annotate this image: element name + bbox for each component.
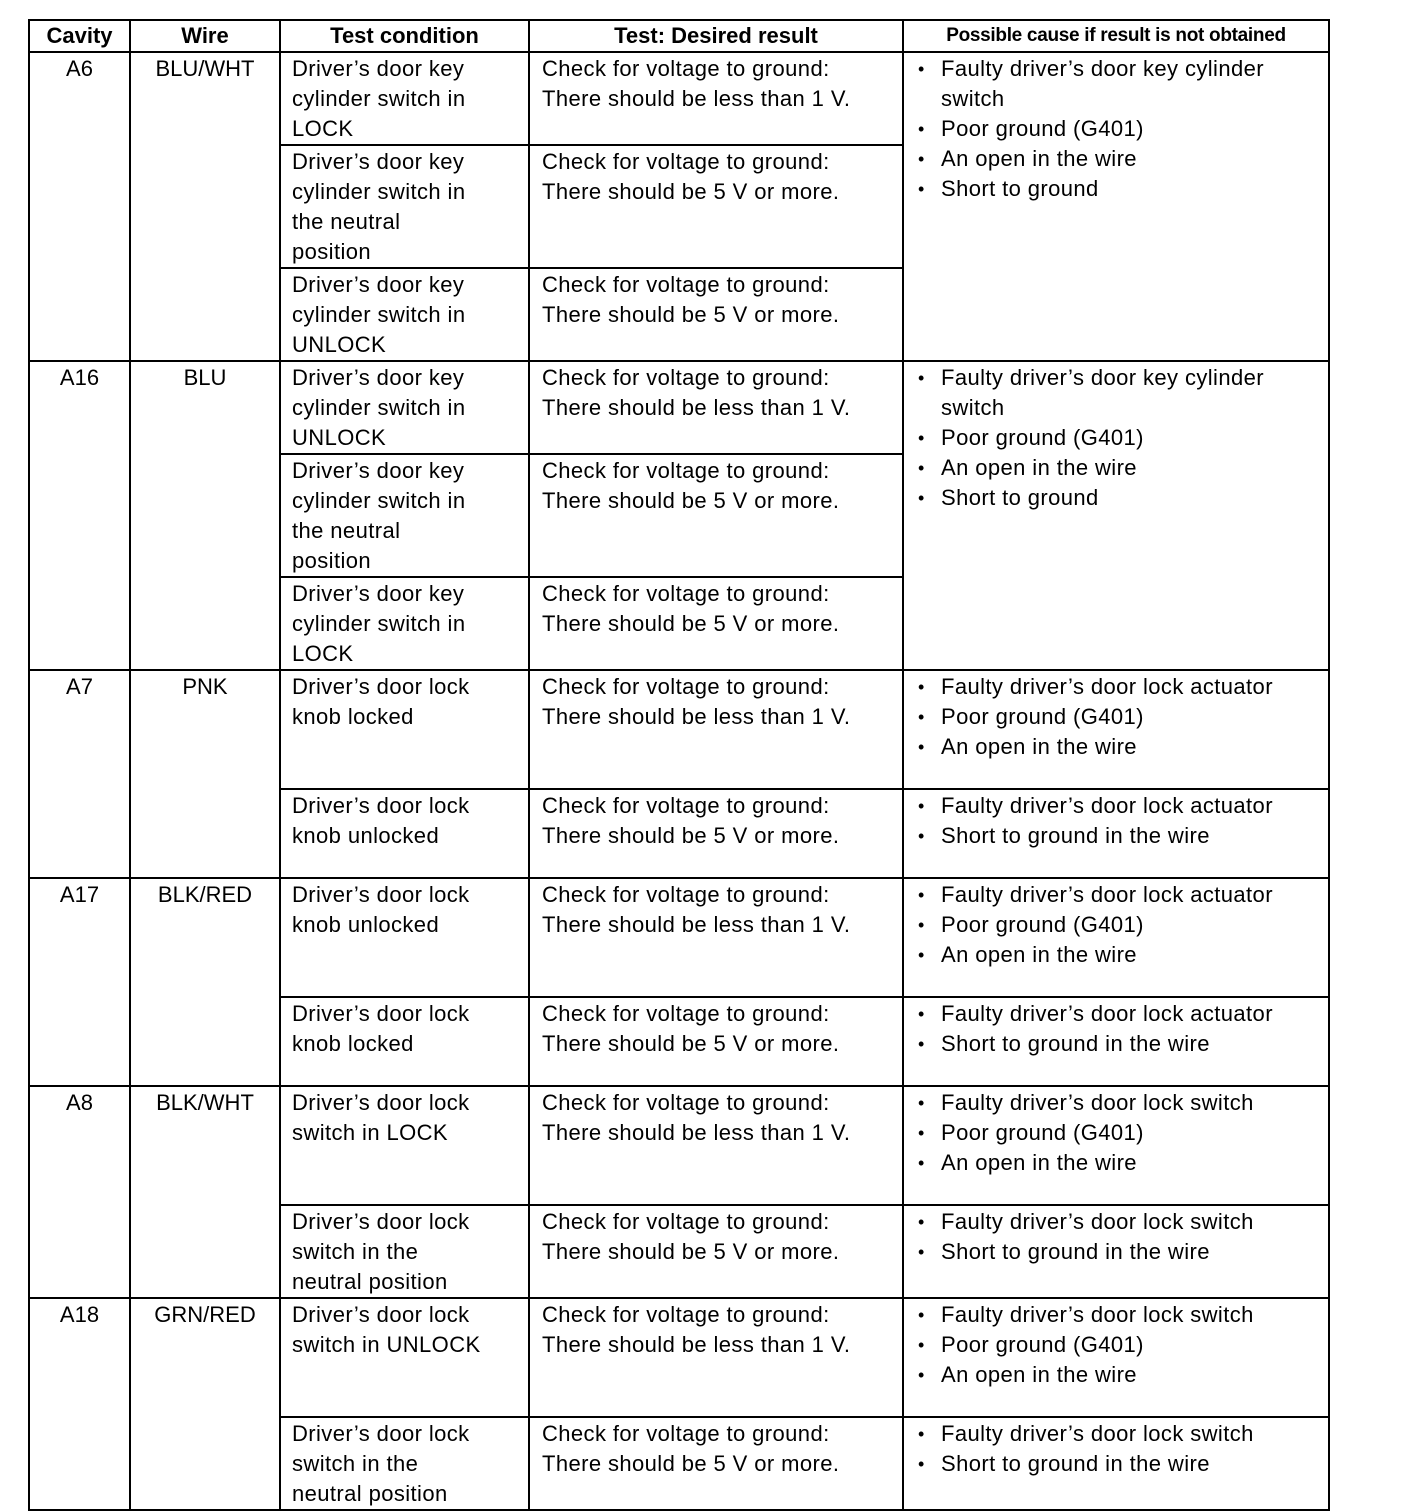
test-condition-line: Driver’s door lock <box>292 882 470 907</box>
wire-cell: BLK/WHT <box>130 1086 280 1298</box>
desired-result-cell <box>529 1086 903 1205</box>
test-condition-cell <box>280 878 529 997</box>
cavity-cell: A18 <box>29 1298 130 1510</box>
test-condition-line: switch in the <box>292 1239 419 1264</box>
desired-result-cell <box>529 268 903 361</box>
desired-result-line: There should be 5 V or more. <box>542 1031 840 1056</box>
wire-cell: GRN/RED <box>130 1298 280 1510</box>
cause-item: • Faulty driver’s door lock actuator <box>916 880 1324 910</box>
test-condition-line: neutral position <box>292 1269 448 1294</box>
test-condition-line: cylinder switch in <box>292 395 466 420</box>
header-wire: Wire <box>130 20 280 52</box>
cause-item: • Faulty driver’s door key cylinder switch <box>916 54 1324 114</box>
test-condition-line: position <box>292 548 372 573</box>
test-condition-cell <box>280 789 529 878</box>
desired-result-line: There should be less than 1 V. <box>542 912 851 937</box>
cause-item: • Faulty driver’s door lock actuator <box>916 999 1324 1029</box>
test-condition-cell <box>280 670 529 789</box>
test-condition-line: knob locked <box>292 1031 414 1056</box>
cavity-cell: A16 <box>29 361 130 670</box>
cause-item: • Faulty driver’s door lock switch <box>916 1419 1324 1449</box>
cause-item: • An open in the wire <box>916 453 1324 483</box>
test-condition-line: Driver’s door lock <box>292 1421 470 1446</box>
test-condition-cell <box>280 1086 529 1205</box>
cause-list <box>916 1207 1324 1267</box>
desired-result-line: There should be 5 V or more. <box>542 179 840 204</box>
desired-result-line: There should be less than 1 V. <box>542 704 851 729</box>
cause-item: • Poor ground (G401) <box>916 910 1324 940</box>
test-condition-line: Driver’s door key <box>292 56 465 81</box>
desired-result-cell <box>529 454 903 577</box>
test-condition-line: switch in LOCK <box>292 1120 448 1145</box>
cause-item: • Faulty driver’s door lock actuator <box>916 791 1324 821</box>
desired-result-line: There should be 5 V or more. <box>542 1451 840 1476</box>
desired-result-line: There should be less than 1 V. <box>542 395 851 420</box>
desired-result-line: Check for voltage to ground: <box>542 1209 830 1234</box>
cause-item: • An open in the wire <box>916 940 1324 970</box>
cause-list <box>916 54 1324 204</box>
desired-result-cell <box>529 361 903 454</box>
cause-list <box>916 1419 1324 1479</box>
desired-result-line: There should be 5 V or more. <box>542 611 840 636</box>
desired-result-line: There should be 5 V or more. <box>542 823 840 848</box>
desired-result-line: There should be less than 1 V. <box>542 1120 851 1145</box>
cause-item: • Short to ground in the wire <box>916 821 1324 851</box>
test-condition-cell <box>280 454 529 577</box>
table-row <box>29 361 1329 454</box>
test-condition-cell <box>280 268 529 361</box>
test-condition-line: Driver’s door lock <box>292 674 470 699</box>
test-condition-cell <box>280 1417 529 1510</box>
test-condition-cell <box>280 145 529 268</box>
desired-result-line: There should be 5 V or more. <box>542 302 840 327</box>
test-condition-line: Driver’s door key <box>292 365 465 390</box>
cause-item: • Faulty driver’s door lock switch <box>916 1088 1324 1118</box>
desired-result-cell <box>529 52 903 145</box>
wire-cell: BLU/WHT <box>130 52 280 361</box>
test-condition-line: switch in UNLOCK <box>292 1332 481 1357</box>
possible-cause-cell <box>903 878 1329 997</box>
desired-result-cell <box>529 577 903 670</box>
test-condition-line: neutral position <box>292 1481 448 1506</box>
test-condition-cell <box>280 997 529 1086</box>
test-condition-line: switch in the <box>292 1451 419 1476</box>
test-condition-line: cylinder switch in <box>292 302 466 327</box>
desired-result-cell <box>529 1298 903 1417</box>
desired-result-cell <box>529 1417 903 1510</box>
test-condition-line: the neutral <box>292 518 401 543</box>
cavity-cell: A8 <box>29 1086 130 1298</box>
test-condition-line: Driver’s door lock <box>292 1001 470 1026</box>
test-condition-line: LOCK <box>292 641 354 666</box>
wire-cell: BLK/RED <box>130 878 280 1086</box>
test-condition-line: cylinder switch in <box>292 86 466 111</box>
desired-result-line: There should be 5 V or more. <box>542 488 840 513</box>
wire-cell: PNK <box>130 670 280 878</box>
test-condition-line: Driver’s door lock <box>292 1209 470 1234</box>
cause-item: • An open in the wire <box>916 732 1324 762</box>
test-condition-line: UNLOCK <box>292 332 387 357</box>
test-condition-line: position <box>292 239 372 264</box>
desired-result-cell <box>529 1205 903 1298</box>
test-condition-cell <box>280 1205 529 1298</box>
cause-item: • An open in the wire <box>916 144 1324 174</box>
possible-cause-cell <box>903 1298 1329 1417</box>
cause-item: • Poor ground (G401) <box>916 1330 1324 1360</box>
test-condition-cell <box>280 1298 529 1417</box>
test-condition-line: Driver’s door key <box>292 458 465 483</box>
desired-result-line: Check for voltage to ground: <box>542 674 830 699</box>
desired-result-line: Check for voltage to ground: <box>542 1421 830 1446</box>
test-condition-line: cylinder switch in <box>292 611 466 636</box>
desired-result-line: Check for voltage to ground: <box>542 149 830 174</box>
header-test-condition: Test condition <box>280 20 529 52</box>
test-condition-line: knob locked <box>292 704 414 729</box>
test-condition-cell <box>280 361 529 454</box>
cause-item: • Poor ground (G401) <box>916 702 1324 732</box>
table-body <box>29 52 1329 1510</box>
cause-list <box>916 791 1324 851</box>
test-condition-line: UNLOCK <box>292 425 387 450</box>
desired-result-line: Check for voltage to ground: <box>542 1302 830 1327</box>
troubleshooting-sheet <box>28 19 1328 1511</box>
table-row <box>29 1086 1329 1205</box>
desired-result-line: Check for voltage to ground: <box>542 1001 830 1026</box>
desired-result-cell <box>529 670 903 789</box>
cause-item: • An open in the wire <box>916 1148 1324 1178</box>
desired-result-line: Check for voltage to ground: <box>542 272 830 297</box>
cause-list <box>916 672 1324 762</box>
cavity-cell: A7 <box>29 670 130 878</box>
desired-result-line: Check for voltage to ground: <box>542 365 830 390</box>
possible-cause-cell <box>903 1086 1329 1205</box>
cause-list <box>916 1300 1324 1390</box>
desired-result-line: Check for voltage to ground: <box>542 1090 830 1115</box>
test-condition-line: Driver’s door lock <box>292 1090 470 1115</box>
desired-result-cell <box>529 789 903 878</box>
cause-list <box>916 363 1324 513</box>
cause-item: • Faulty driver’s door key cylinder switch <box>916 363 1324 423</box>
table-row <box>29 52 1329 145</box>
test-condition-line: Driver’s door key <box>292 272 465 297</box>
desired-result-cell <box>529 878 903 997</box>
cause-item: • Short to ground in the wire <box>916 1029 1324 1059</box>
cause-item: • Short to ground in the wire <box>916 1449 1324 1479</box>
cavity-cell: A17 <box>29 878 130 1086</box>
cause-item: • Short to ground in the wire <box>916 1237 1324 1267</box>
test-condition-cell <box>280 577 529 670</box>
desired-result-cell <box>529 997 903 1086</box>
test-condition-cell <box>280 52 529 145</box>
table-row <box>29 1298 1329 1417</box>
cause-item: • Poor ground (G401) <box>916 114 1324 144</box>
possible-cause-cell <box>903 1205 1329 1298</box>
cause-item: • Poor ground (G401) <box>916 423 1324 453</box>
test-condition-line: knob unlocked <box>292 912 440 937</box>
cause-item: • Faulty driver’s door lock switch <box>916 1300 1324 1330</box>
test-condition-line: LOCK <box>292 116 354 141</box>
desired-result-line: Check for voltage to ground: <box>542 882 830 907</box>
test-condition-line: the neutral <box>292 209 401 234</box>
test-condition-line: Driver’s door lock <box>292 793 470 818</box>
desired-result-line: Check for voltage to ground: <box>542 56 830 81</box>
possible-cause-cell <box>903 52 1329 361</box>
desired-result-line: Check for voltage to ground: <box>542 793 830 818</box>
header-desired-result: Test: Desired result <box>529 20 903 52</box>
desired-result-line: Check for voltage to ground: <box>542 581 830 606</box>
desired-result-line: There should be 5 V or more. <box>542 1239 840 1264</box>
header-cavity: Cavity <box>29 20 130 52</box>
table-header-row <box>29 20 1329 52</box>
test-condition-line: Driver’s door lock <box>292 1302 470 1327</box>
possible-cause-cell <box>903 361 1329 670</box>
test-condition-line: Driver’s door key <box>292 581 465 606</box>
wire-cell: BLU <box>130 361 280 670</box>
door-lock-test-table <box>28 19 1330 1511</box>
header-possible-cause: Possible cause if result is not obtained <box>903 20 1329 52</box>
cause-item: • Faulty driver’s door lock switch <box>916 1207 1324 1237</box>
cause-item: • Short to ground <box>916 483 1324 513</box>
possible-cause-cell <box>903 997 1329 1086</box>
cause-list <box>916 880 1324 970</box>
cause-list <box>916 999 1324 1059</box>
cause-item: • An open in the wire <box>916 1360 1324 1390</box>
cause-item: • Faulty driver’s door lock actuator <box>916 672 1324 702</box>
possible-cause-cell <box>903 789 1329 878</box>
desired-result-line: There should be less than 1 V. <box>542 1332 851 1357</box>
desired-result-line: Check for voltage to ground: <box>542 458 830 483</box>
test-condition-line: knob unlocked <box>292 823 440 848</box>
possible-cause-cell <box>903 1417 1329 1510</box>
table-row <box>29 670 1329 789</box>
cause-list <box>916 1088 1324 1178</box>
test-condition-line: cylinder switch in <box>292 179 466 204</box>
test-condition-line: cylinder switch in <box>292 488 466 513</box>
possible-cause-cell <box>903 670 1329 789</box>
cause-item: • Poor ground (G401) <box>916 1118 1324 1148</box>
desired-result-line: There should be less than 1 V. <box>542 86 851 111</box>
desired-result-cell <box>529 145 903 268</box>
test-condition-line: Driver’s door key <box>292 149 465 174</box>
cause-item: • Short to ground <box>916 174 1324 204</box>
table-row <box>29 878 1329 997</box>
cavity-cell: A6 <box>29 52 130 361</box>
